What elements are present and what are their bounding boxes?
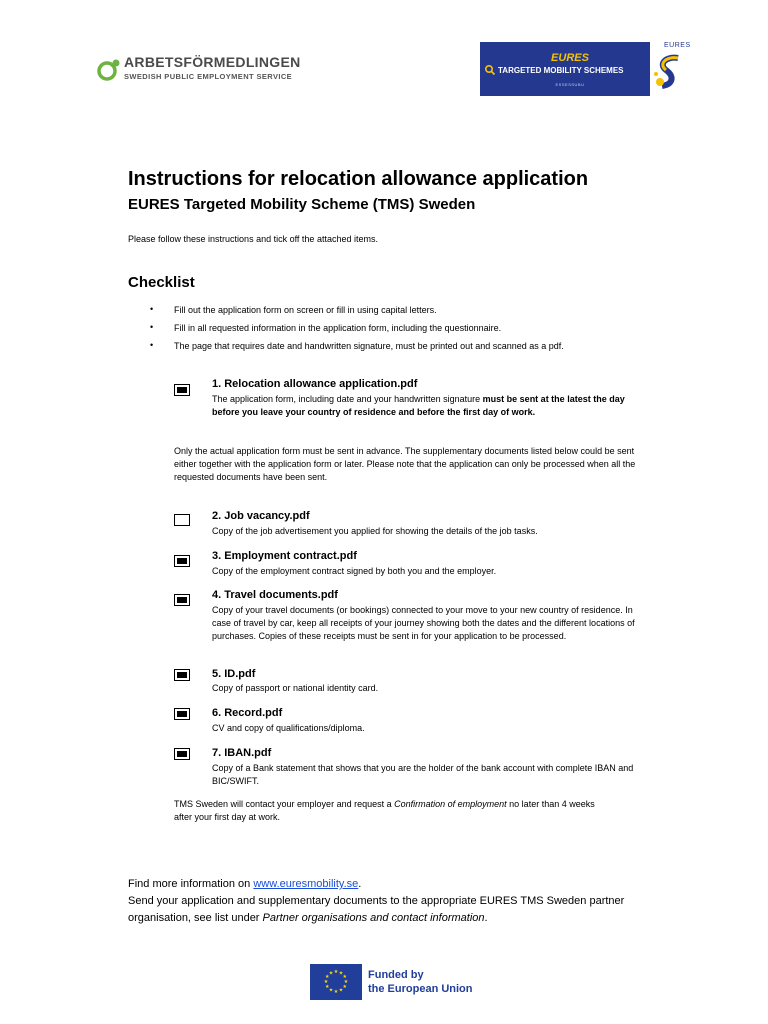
checkbox-id[interactable]	[174, 669, 190, 681]
eures-logo-text: EURES	[664, 42, 691, 49]
org-subtitle: SWEDISH PUBLIC EMPLOYMENT SERVICE	[124, 72, 293, 81]
svg-text:★: ★	[328, 987, 334, 994]
svg-text:★: ★	[328, 970, 334, 977]
bullet-icon: •	[150, 340, 154, 350]
eures-tms-banner	[480, 42, 660, 96]
eu-funding-line-2: the European Union	[368, 983, 473, 995]
item-title-iban: 7. IBAN.pdf	[212, 747, 272, 759]
bullet-icon: •	[150, 304, 154, 314]
document-subtitle: EURES Targeted Mobility Scheme (TMS) Sweden	[128, 196, 476, 213]
item-title-id: 5. ID.pdf	[212, 668, 256, 680]
item-desc-travel-documents: Copy of your travel documents (or bookings) connected to your move to your new country of residence. In case of travel by car, keep all receipts of your journey showing both the dates and the different locations of purchases. Copies of these receipts must be sent in for your application to be processed.	[212, 605, 635, 641]
footer-line-2-italic: Partner organisations and contact information	[262, 912, 485, 924]
item-title-record: 6. Record.pdf	[212, 707, 283, 719]
item-desc-id: Copy of passport or national identity card.	[212, 683, 379, 693]
svg-text:★: ★	[338, 987, 344, 994]
euresmobility-link[interactable]: www.euresmobility.se	[253, 878, 359, 890]
bullet-text: Fill in all requested information in the application form, including the questionnaire.	[174, 323, 502, 333]
footer-line-2-after: .	[484, 912, 488, 924]
note-contact-after: no later than 4 weeks after your first day at work.	[174, 799, 595, 822]
banner-subtitle: TARGETED MOBILITY SCHEMES	[498, 66, 624, 75]
note-contact	[174, 798, 614, 824]
banner-small-text: ESSESSUBU	[555, 82, 585, 87]
svg-text:★: ★	[323, 979, 329, 985]
checkbox-iban[interactable]	[174, 748, 190, 760]
svg-text:★: ★	[338, 970, 344, 977]
checkbox-job-vacancy[interactable]	[174, 514, 190, 526]
footer-line-2-text: Send your application and supplementary documents to the appropriate EURES TMS Sweden partner organisation, see list under	[128, 895, 625, 924]
item-desc-job-vacancy: Copy of the job advertisement you applied for showing the details of the job tasks.	[212, 526, 538, 536]
item-desc-employment-contract: Copy of the employment contract signed by both you and the employer.	[212, 566, 497, 576]
note-contact-italic: Confirmation of employment	[394, 799, 507, 809]
item-desc-bold: must be sent at the latest the day before you leave your country of residence and before the first day of work.	[212, 394, 625, 417]
item-desc-application	[212, 393, 642, 419]
item-title-application: 1. Relocation allowance application.pdf	[212, 378, 418, 390]
footer-text	[128, 876, 648, 927]
svg-text:★: ★	[325, 984, 330, 990]
item-title-employment-contract: 3. Employment contract.pdf	[212, 550, 357, 562]
svg-text:★: ★	[342, 974, 347, 980]
banner-title: EURES	[551, 52, 589, 64]
item-title-job-vacancy: 2. Job vacancy.pdf	[212, 510, 310, 522]
checklist-heading: Checklist	[128, 274, 195, 291]
item-desc-record: CV and copy of qualifications/diploma.	[212, 723, 365, 733]
intro-text: Please follow these instructions and tick off the attached items.	[128, 234, 378, 244]
svg-text:★: ★	[333, 969, 339, 975]
item-title-travel-documents: 4. Travel documents.pdf	[212, 589, 338, 601]
eures-s-icon	[652, 50, 688, 94]
checkbox-employment-contract[interactable]	[174, 555, 190, 567]
eu-flag-icon	[310, 964, 362, 1000]
bullet-text: The page that requires date and handwritten signature, must be printed out and scanned as a pdf.	[174, 341, 564, 351]
checkbox-travel-documents[interactable]	[174, 594, 190, 606]
eu-funding-text	[368, 968, 473, 996]
org-name: ARBETSFÖRMEDLINGEN	[124, 54, 301, 70]
bullet-text: Fill out the application form on screen or fill in using capital letters.	[174, 305, 437, 315]
eures-logo	[650, 42, 690, 96]
document-title: Instructions for relocation allowance application	[128, 168, 589, 190]
footer-line-1-after: .	[358, 878, 362, 890]
checkbox-record[interactable]	[174, 708, 190, 720]
arbetsformedlingen-logo	[96, 52, 301, 84]
svg-text:★: ★	[333, 989, 339, 995]
footer-line-1-before: Find more information on	[128, 878, 254, 890]
eu-funding-badge	[310, 964, 488, 1002]
svg-text:★: ★	[325, 974, 330, 980]
footer-line-1	[128, 876, 648, 893]
arbetsformedlingen-logo-icon	[96, 56, 122, 82]
eu-funding-line-1: Funded by	[368, 969, 424, 981]
checkbox-application[interactable]	[174, 384, 190, 396]
item-desc-iban: Copy of a Bank statement that shows that you are the holder of the bank account with complete IBAN and BIC/SWIFT.	[212, 763, 634, 786]
svg-text:★: ★	[343, 979, 349, 985]
note-contact-before: TMS Sweden will contact your employer and request a	[174, 799, 395, 809]
bullet-icon: •	[150, 322, 154, 332]
magnifier-icon	[484, 64, 496, 76]
item-desc-plain: The application form, including date and your handwritten signature	[212, 394, 483, 404]
note-advance: Only the actual application form must be sent in advance. The supplementary documents listed below could be sent either together with the application form or later. Please note that the application can only be processed when all the requested documents have been sent.	[174, 446, 636, 482]
footer-line-2	[128, 893, 648, 927]
svg-text:★: ★	[342, 984, 347, 990]
